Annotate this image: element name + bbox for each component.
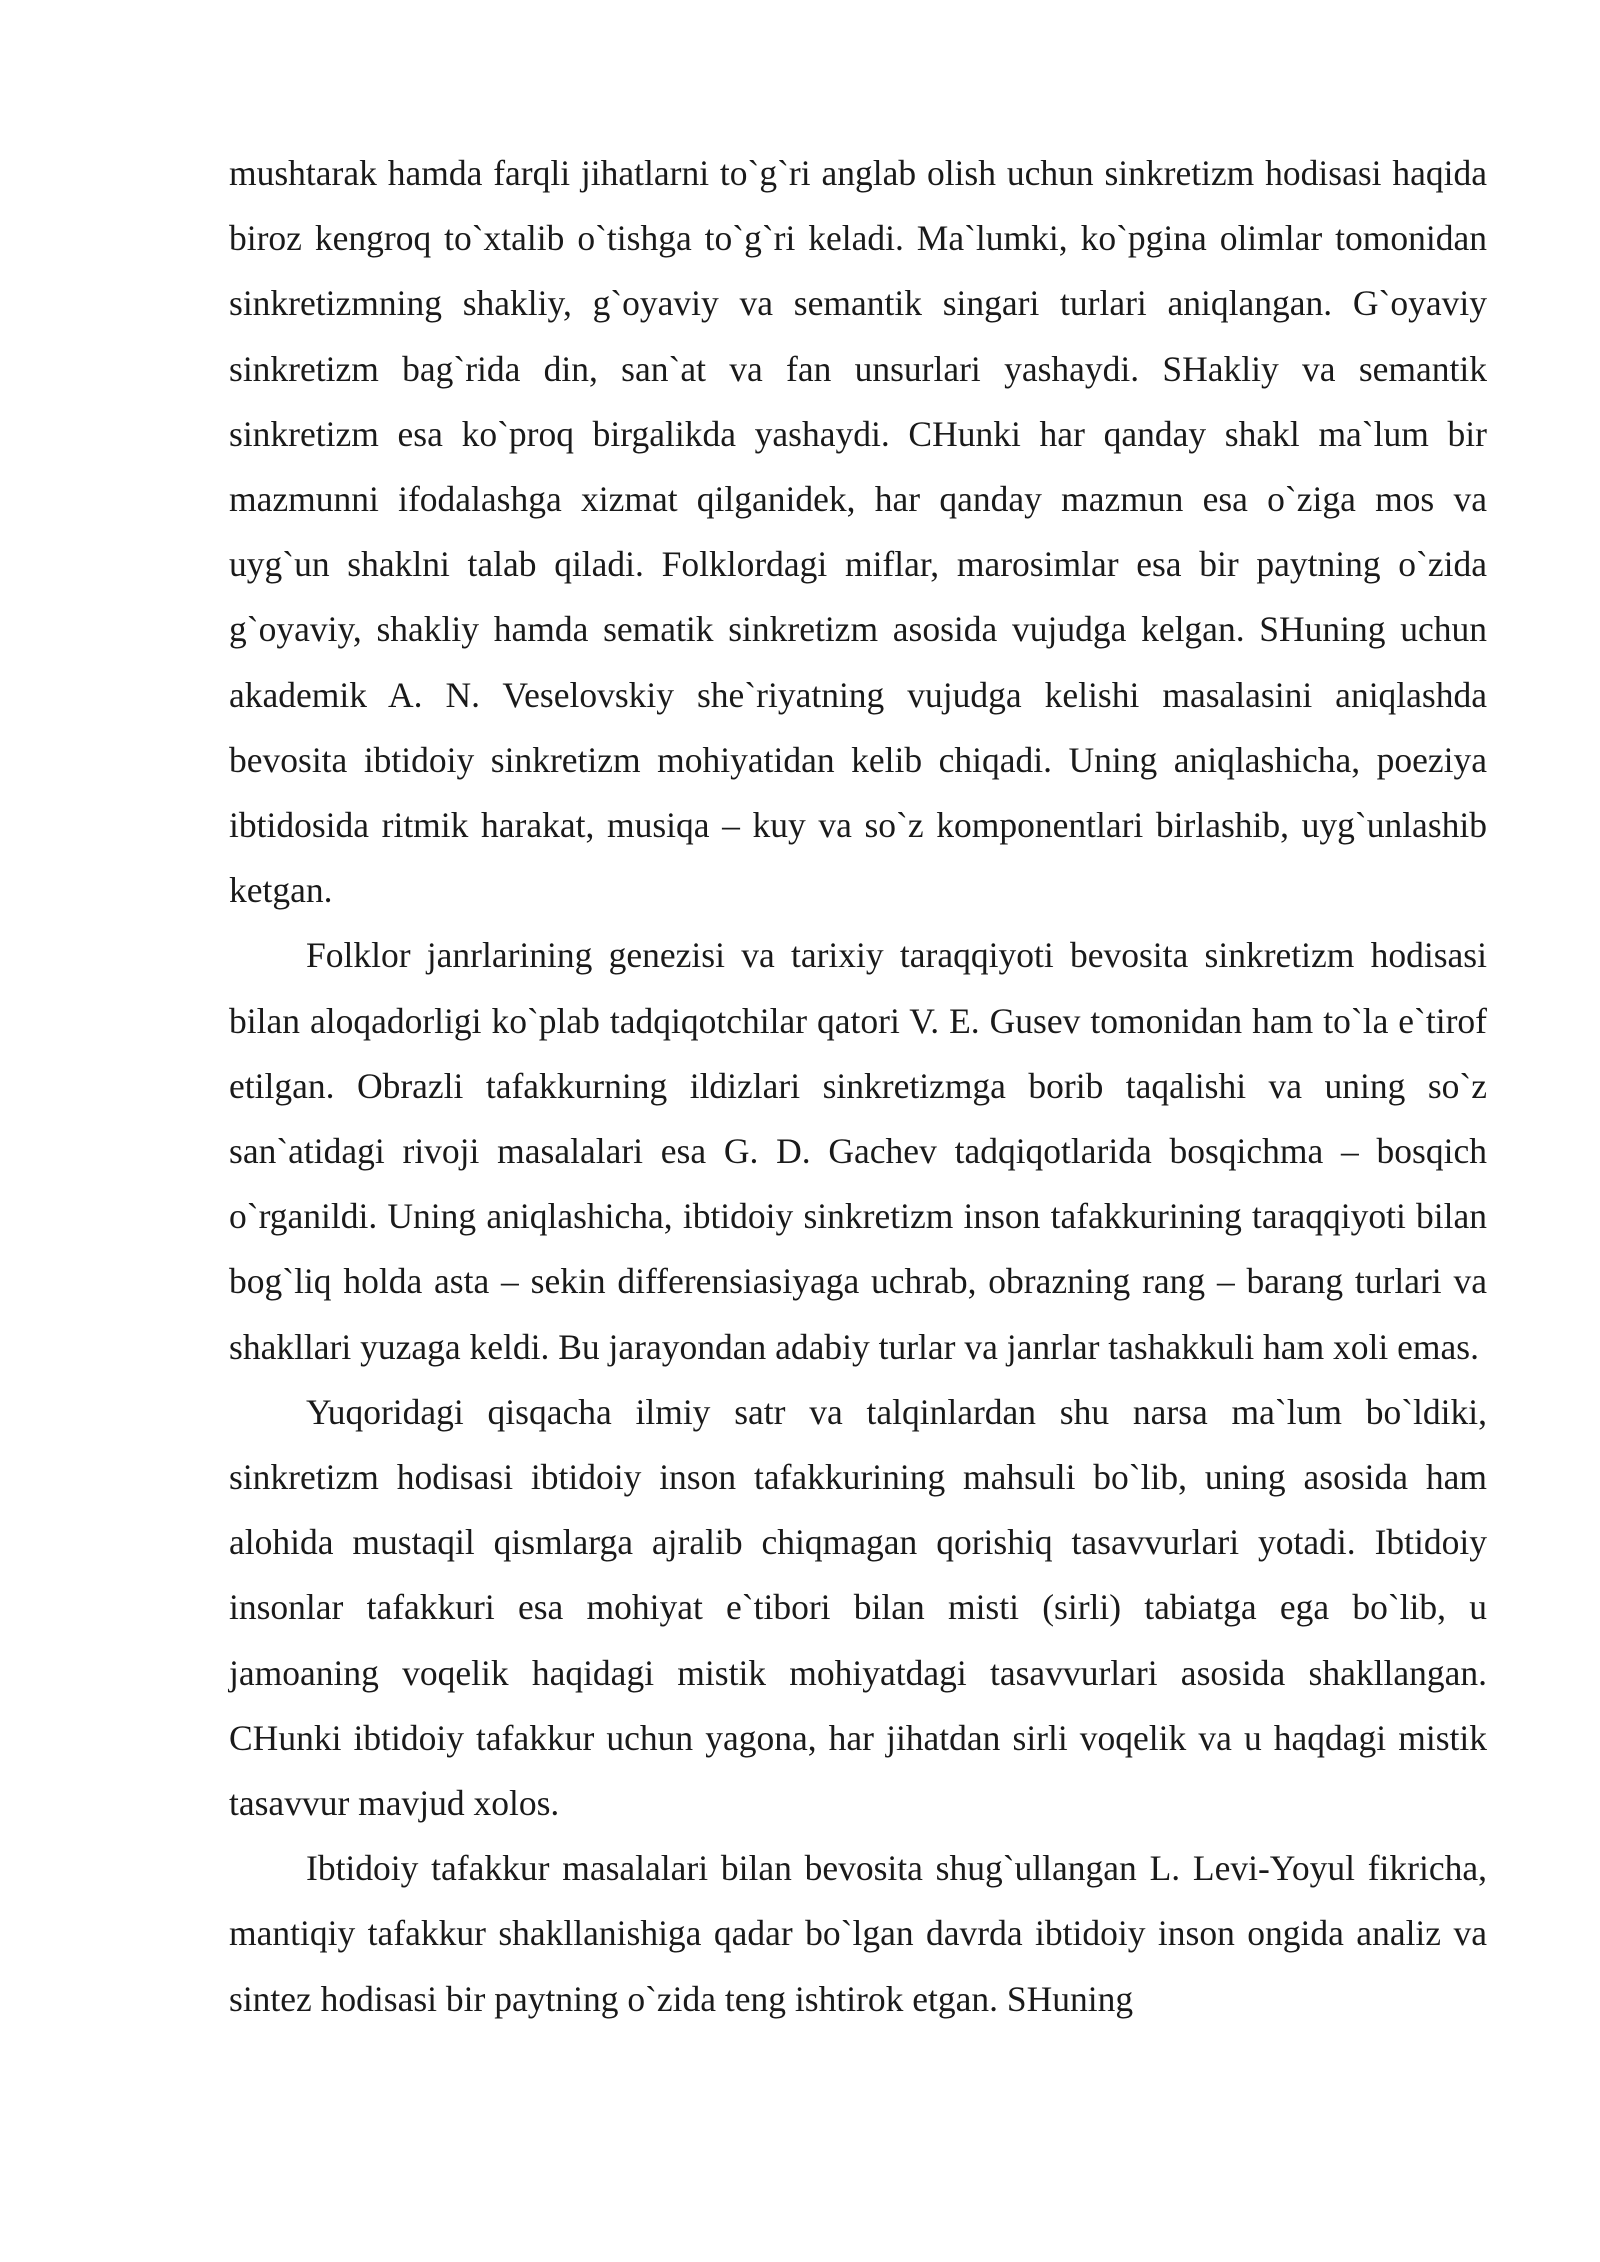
paragraph-1: mushtarak hamda farqli jihatlarni to`g`ri anglab olish uchun sinkretizm hodisasi haqida biroz kengroq to`xtalib o`tishga to`g`ri keladi. Ma`lumki, ko`pgina olimlar tomonidan sinkretizmning shakliy, g`oyaviy va semantik singari turlari aniqlangan. G`oyaviy sinkretizm bag`rida din, san`at va fan unsurlari yashaydi. SHakliy va semantik sinkretizm esa ko`proq birgalikda yashaydi. CHunki har qanday shakl ma`lum bir mazmunni ifodalashga xizmat qilganidek, har qanday mazmun esa o`ziga mos va uyg`un shaklni talab qiladi. Folklordagi miflar, marosimlar esa bir paytning o`zida g`oyaviy, shakliy hamda sematik sinkretizm asosida vujudga kelgan. SHuning uchun akademik A. N. Veselovskiy she`riyatning vujudga kelishi masalasini aniqlashda bevosita ibtidoiy sinkretizm mohiyatidan kelib chiqadi. Uning aniqlashicha, poeziya ibtidosida ritmik harakat, musiqa – kuy va so`z komponentlari birlashib, uyg`unlashib ketgan. — [229, 153, 1487, 911]
paragraph-4: Ibtidoiy tafakkur masalalari bilan bevosita shug`ullangan L. Levi-Yoyul fikricha, mantiqiy tafakkur shakllanishiga qadar bo`lgan davrda ibtidoiy inson ongida analiz va sintez hodisasi bir paytning o`zida teng ishtirok etgan. SHuning — [229, 1848, 1487, 2019]
document-body — [229, 141, 1487, 2032]
paragraph-2: Folklor janrlarining genezisi va tarixiy taraqqiyoti bevosita sinkretizm hodisasi bilan aloqadorligi ko`plab tadqiqotchilar qatori V. E. Gusev tomonidan ham to`la e`tirof etilgan. Obrazli tafakkurning ildizlari sinkretizmga borib taqalishi va uning so`z san`atidagi rivoji masalalari esa G. D. Gachev tadqiqotlarida bosqichma – bosqich o`rganildi. Uning aniqlashicha, ibtidoiy sinkretizm inson tafakkurining taraqqiyoti bilan bog`liq holda asta – sekin differensiasiyaga uchrab, obrazning rang – barang turlari va shakllari yuzaga keldi. Bu jarayondan adabiy turlar va janrlar tashakkuli ham xoli emas. — [229, 935, 1487, 1367]
paragraph-3: Yuqoridagi qisqacha ilmiy satr va talqinlardan shu narsa ma`lum bo`ldiki, sinkretizm hodisasi ibtidoiy inson tafakkurining mahsuli bo`lib, uning asosida ham alohida mustaqil qismlarga ajralib chiqmagan qorishiq tasavvurlari yotadi. Ibtidoiy insonlar tafakkuri esa mohiyat e`tibori bilan misti (sirli) tabiatga ega bo`lib, u jamoaning voqelik haqidagi mistik mohiyatdagi tasavvurlari asosida shakllangan. CHunki ibtidoiy tafakkur uchun yagona, har jihatdan sirli voqelik va u haqdagi mistik tasavvur mavjud xolos. — [229, 1391, 1487, 1824]
